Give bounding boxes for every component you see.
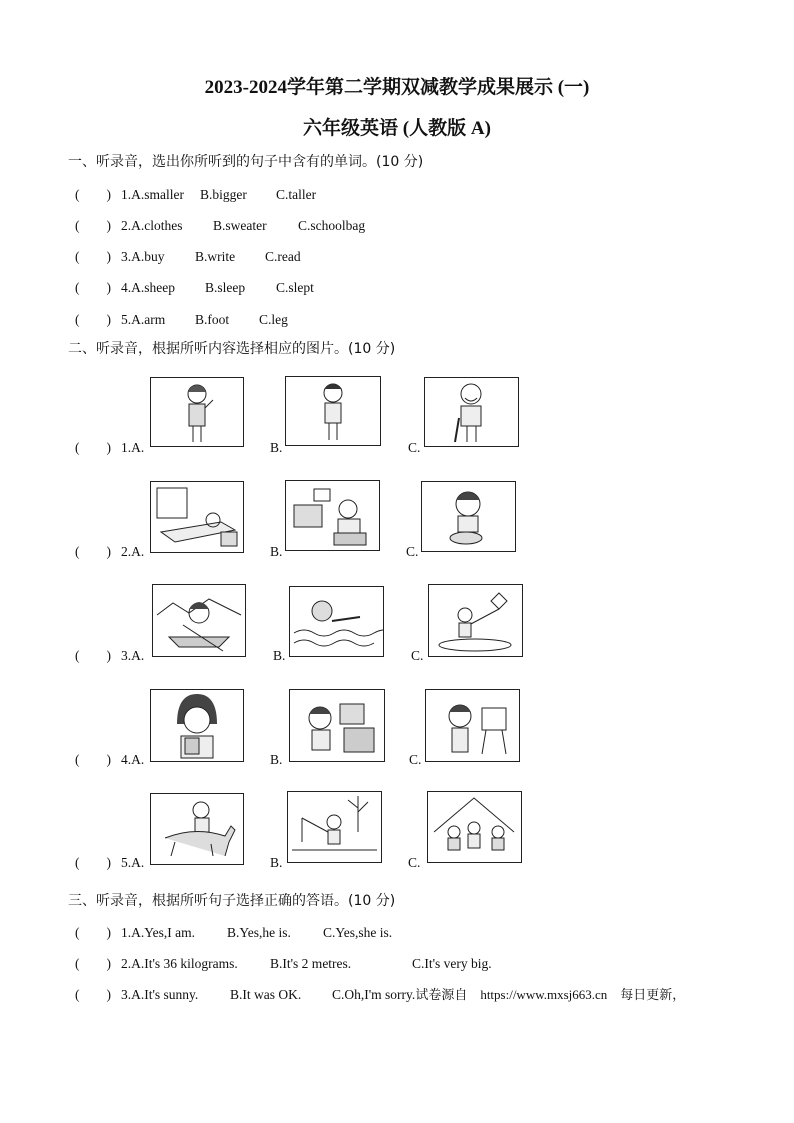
option-a-label: 1.A.	[121, 440, 145, 455]
option-a: 4.A.sheep	[121, 280, 175, 295]
section3-heading: 三、听录音，根据所听句子选择正确的答语。(10 分)	[68, 893, 396, 909]
section1-item-4	[75, 276, 314, 296]
answer-blank[interactable]: ( )	[75, 187, 111, 202]
option-b-label: B.	[270, 544, 283, 559]
option-b: B.sleep	[205, 280, 246, 295]
boy-riding-horse-picture[interactable]	[150, 793, 244, 865]
option-a-label: 5.A.	[121, 855, 145, 870]
section3-item-1	[75, 921, 392, 941]
answer-blank[interactable]: ( )	[75, 987, 111, 1002]
girl-with-toys-picture[interactable]	[289, 689, 385, 762]
option-c: C.schoolbag	[298, 218, 366, 233]
option-b-label: B.	[270, 855, 283, 870]
option-a: 2.A.clothes	[121, 218, 183, 233]
answer-blank[interactable]: ( )	[75, 249, 111, 264]
section3-item-3	[75, 983, 685, 1003]
option-b: B.sweater	[213, 218, 267, 233]
answer-blank[interactable]: ( )	[75, 925, 111, 940]
page-title: 2023-2024学年第二学期双减教学成果展示 (一)	[204, 77, 590, 98]
answer-blank[interactable]: ( )	[75, 648, 111, 663]
option-b: B.Yes,he is.	[227, 925, 291, 940]
answer-blank[interactable]: ( )	[75, 855, 111, 870]
girl-reading-book-picture[interactable]	[150, 689, 244, 762]
section2-heading: 二、听录音，根据所听内容选择相应的图片。(10 分)	[68, 341, 396, 357]
section1-item-2	[75, 214, 365, 234]
option-b-label: B.	[270, 752, 283, 767]
girl-sleeping-in-bed-picture[interactable]	[150, 481, 244, 553]
option-a-label: 4.A.	[121, 752, 145, 767]
answer-blank[interactable]: ( )	[75, 956, 111, 971]
section1-heading: 一、听录音，选出你所听到的句子中含有的单词。(10 分)	[68, 154, 424, 170]
option-a-label: 3.A.	[121, 648, 145, 663]
option-a: 1.A.Yes,I am.	[121, 925, 196, 940]
section1-item-1	[75, 183, 316, 203]
option-c: C.It's very big.	[412, 956, 492, 971]
option-a: 3.A.It's sunny.	[121, 987, 199, 1002]
option-c: C.read	[265, 249, 301, 264]
option-a-label: 2.A.	[121, 544, 145, 559]
option-b: B.bigger	[200, 187, 247, 202]
boy-standing-picture[interactable]	[285, 376, 381, 446]
option-c: C.slept	[276, 280, 314, 295]
section2-item-5	[75, 791, 775, 871]
answer-blank[interactable]: ( )	[75, 280, 111, 295]
answer-blank[interactable]: ( )	[75, 544, 111, 559]
girl-painting-picture[interactable]	[425, 689, 520, 762]
option-b: B.foot	[195, 312, 230, 327]
girl-watching-tv-picture[interactable]	[285, 480, 380, 551]
page-subtitle: 六年级英语 (人教版 A)	[303, 118, 491, 139]
option-c-label: C.	[406, 544, 419, 559]
old-man-with-cane-picture[interactable]	[424, 377, 519, 447]
option-c: C.leg	[259, 312, 288, 327]
option-a: 1.A.smaller	[121, 187, 184, 202]
section2-item-1	[75, 376, 775, 456]
boy-fishing-picture[interactable]	[287, 791, 382, 863]
section1-item-3	[75, 245, 301, 265]
option-c-label: C.	[409, 752, 422, 767]
section2-item-2	[75, 480, 775, 560]
option-b: B.It was OK.	[230, 987, 302, 1002]
boy-swimming-picture[interactable]	[289, 586, 384, 657]
answer-blank[interactable]: ( )	[75, 218, 111, 233]
section2-item-3	[75, 584, 775, 664]
option-c-label: C.	[408, 440, 421, 455]
option-c: C.Yes,she is.	[323, 925, 393, 940]
answer-blank[interactable]: ( )	[75, 312, 111, 327]
source-notice: 试卷源自 https://www.mxsj663.cn 每日更新，	[415, 987, 686, 1002]
children-camping-picture[interactable]	[427, 791, 522, 863]
option-b: B.write	[195, 249, 236, 264]
option-a: 5.A.arm	[121, 312, 166, 327]
option-b-label: B.	[270, 440, 283, 455]
answer-blank[interactable]: ( )	[75, 752, 111, 767]
answer-blank[interactable]: ( )	[75, 440, 111, 455]
teacher-woman-picture[interactable]	[150, 377, 244, 447]
girl-washing-clothes-picture[interactable]	[421, 481, 516, 552]
girl-rowing-boat-picture[interactable]	[152, 584, 246, 657]
section1-item-5	[75, 308, 288, 328]
option-a: 2.A.It's 36 kilograms.	[121, 956, 238, 971]
girl-flying-kite-picture[interactable]	[428, 584, 523, 657]
option-c-label: C.	[408, 855, 421, 870]
section3-item-2	[75, 952, 492, 972]
option-c: C.taller	[276, 187, 317, 202]
option-c: C.Oh,I'm sorry.	[332, 987, 416, 1002]
option-b: B.It's 2 metres.	[270, 956, 352, 971]
option-b-label: B.	[273, 648, 286, 663]
option-a: 3.A.buy	[121, 249, 165, 264]
option-c-label: C.	[411, 648, 424, 663]
section2-item-4	[75, 688, 775, 768]
